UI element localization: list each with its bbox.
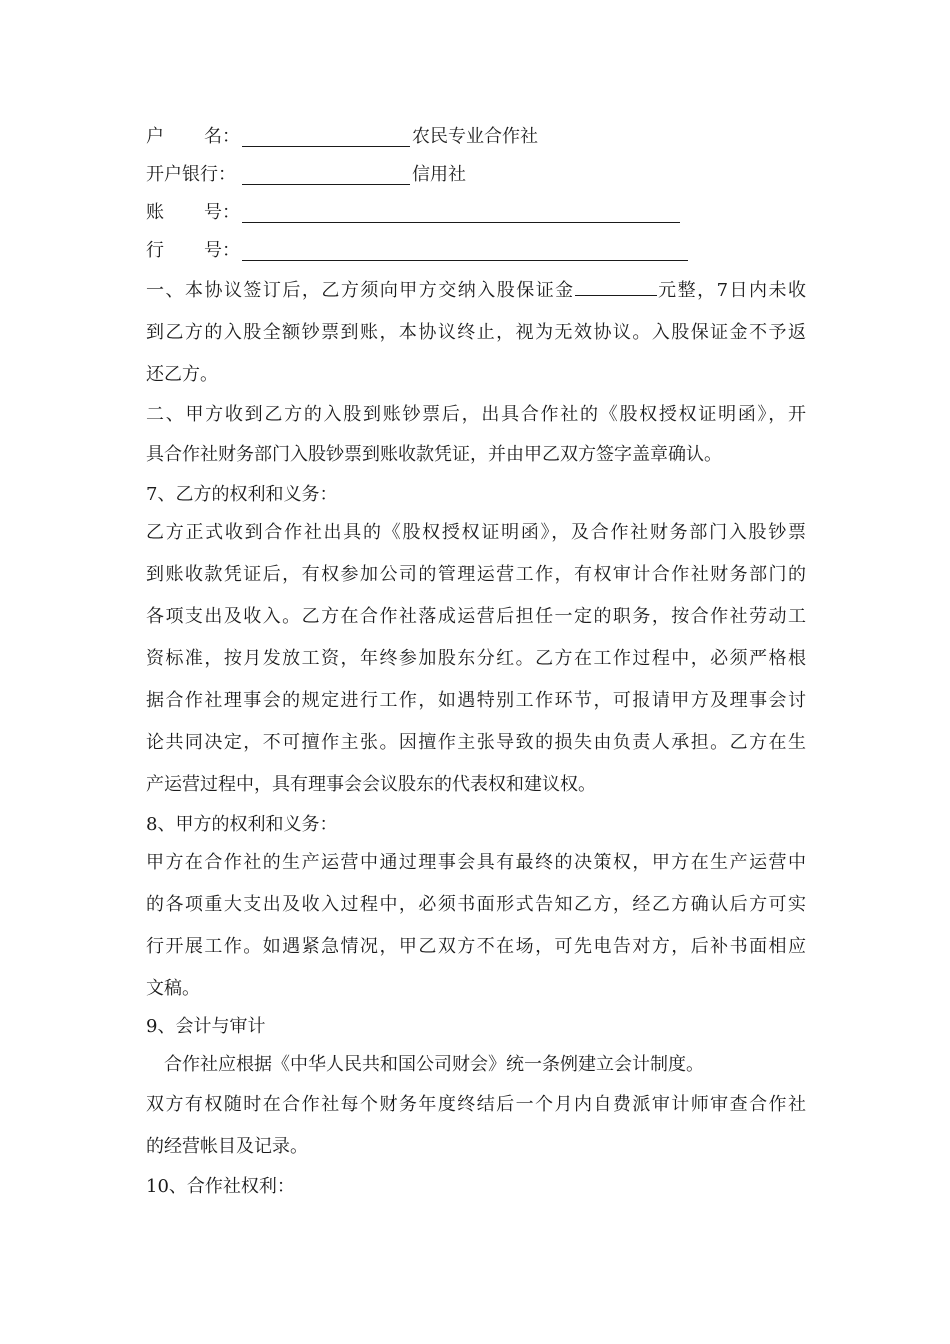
section-9-line: 的经营帐目及记录。 [146, 1136, 308, 1157]
account-name-field [146, 122, 566, 152]
clause-2-line-2: 具合作社财务部门入股钞票到账收款凭证，并由甲乙双方签字盖章确认。 [146, 444, 722, 465]
bank-field [146, 160, 566, 190]
account-name-suffix: 农民专业合作社 [412, 126, 538, 147]
clause-1-text: 元整，7日内未收 [656, 280, 807, 301]
section-9-line: 双方有权随时在合作社每个财务年度终结后一个月内自费派审计师审查合作社 [146, 1094, 806, 1115]
bank-suffix: 信用社 [412, 164, 466, 185]
account-number-blank[interactable] [242, 222, 680, 223]
account-name-blank[interactable] [242, 146, 410, 147]
account-number-label [146, 198, 242, 228]
clause-1-line-2: 到乙方的入股全额钞票到账，本协议终止，视为无效协议。入股保证金不予返 [146, 322, 806, 343]
section-7-heading: 7、乙方的权利和义务： [146, 484, 338, 505]
section-7-line: 论共同决定，不可擅作主张。因擅作主张导致的损失由负责人承担。乙方在生 [146, 732, 806, 753]
label-char: 号 [204, 202, 222, 223]
section-9-heading: 9、会计与审计 [146, 1016, 266, 1037]
account-number-field [146, 198, 706, 228]
section-10-heading: 10、合作社权利： [146, 1176, 295, 1197]
section-7-line: 据合作社理事会的规定进行工作，如遇特别工作环节，可报请甲方及理事会讨 [146, 690, 806, 711]
clause-1-text: 一、本协议签订后，乙方须向甲方交纳入股保证金 [146, 280, 575, 301]
bank-label [146, 160, 242, 190]
section-7-line: 各项支出及收入。乙方在合作社落成运营后担任一定的职务，按合作社劳动工 [146, 606, 806, 627]
label-colon: ： [222, 202, 240, 223]
section-7-line: 资标准，按月发放工资，年终参加股东分红。乙方在工作过程中，必须严格根 [146, 648, 806, 669]
section-8-line: 文稿。 [146, 978, 200, 999]
clause-1-line-1 [146, 276, 806, 306]
label-char: 账 [146, 202, 164, 223]
deposit-amount-blank[interactable] [575, 277, 657, 296]
section-7-line: 产运营过程中，具有理事会会议股东的代表权和建议权。 [146, 774, 596, 795]
clause-1-line-3: 还乙方。 [146, 364, 218, 385]
label-char: 户 [146, 126, 164, 147]
section-8-heading: 8、甲方的权利和义务： [146, 814, 338, 835]
label-char: 号 [204, 240, 222, 261]
bank-blank[interactable] [242, 184, 410, 185]
section-8-line: 行开展工作。如遇紧急情况，甲乙双方不在场，可先电告对方，后补书面相应 [146, 936, 806, 957]
label-char: 行 [146, 240, 164, 261]
section-9-line: 合作社应根据《中华人民共和国公司财会》统一条例建立会计制度。 [164, 1054, 704, 1075]
section-8-line: 的各项重大支出及收入过程中，必须书面形式告知乙方，经乙方确认后方可实 [146, 894, 806, 915]
bank-number-label [146, 236, 242, 266]
bank-number-blank[interactable] [242, 260, 688, 261]
section-7-line: 到账收款凭证后，有权参加公司的管理运营工作，有权审计合作社财务部门的 [146, 564, 806, 585]
label-char: 名 [204, 126, 222, 147]
section-7-line: 乙方正式收到合作社出具的《股权授权证明函》，及合作社财务部门入股钞票 [146, 522, 806, 543]
section-8-line: 甲方在合作社的生产运营中通过理事会具有最终的决策权，甲方在生产运营中 [146, 852, 806, 873]
label-colon: ： [222, 126, 240, 147]
bank-label-text: 开户银行： [146, 164, 236, 185]
account-name-label [146, 122, 242, 152]
clause-2-line-1: 二、甲方收到乙方的入股到账钞票后，出具合作社的《股权授权证明函》，开 [146, 404, 806, 425]
bank-number-field [146, 236, 706, 266]
label-colon: ： [222, 240, 240, 261]
